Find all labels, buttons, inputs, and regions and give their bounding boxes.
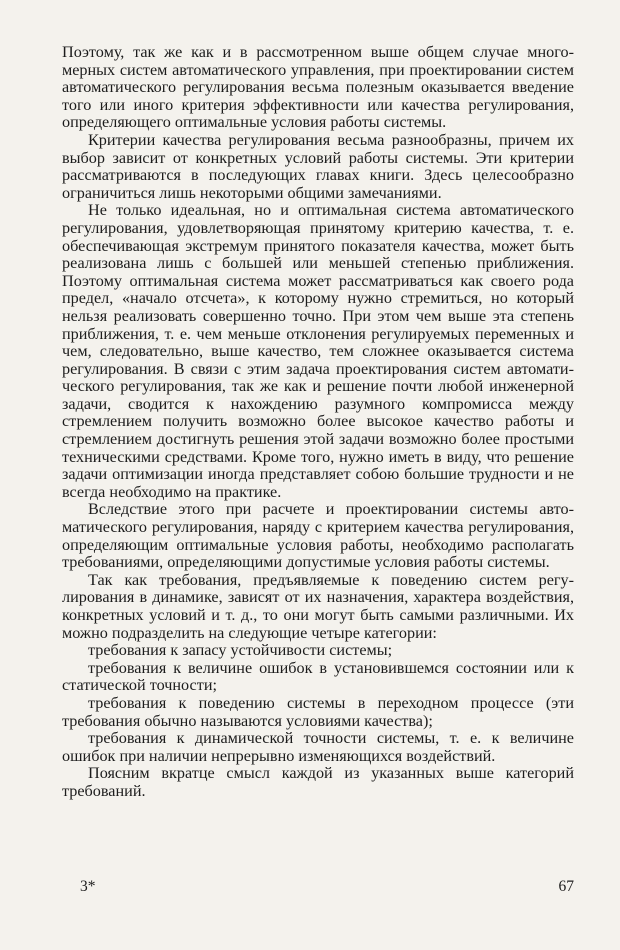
printer-signature-mark: 3* (80, 878, 96, 895)
page-number: 67 (558, 878, 574, 895)
paragraph: Так как требования, предъявляемые к поведению систем регулирования в динамике, зависят от их назначения, характера воздействия, конкретных условий и т. д., то они могут быть самыми различными. Их можно подразделить на следующие четыре категории: (62, 570, 574, 642)
page-footer (62, 878, 574, 898)
body-text (62, 44, 574, 801)
list-item: требования к динамической точности системы, т. е. к величине ошибок при наличии непрерывно изменяющихся воздействий. (62, 729, 574, 765)
paragraph: Не только идеальная, но и оптимальная система автоматического регулирования, удовлетворяющая принятому критерию качества, т. е. обеспечивающая экстремум принятого показателя качества, может быть реализована лишь с большей или меньшей степенью приближения. Поэтому оптимальная система может рассматриваться как своего рода предел, «начало отсчета», к которому нужно стремиться, но который нельзя реализовать совершенно точно. При этом чем выше эта степень приближения, т. е. чем меньше отклонения регулируемых переменных и чем, следовательно, выше качество, тем сложнее оказывается система регулирования. В связи с этим задача проектирования систем автоматического регулирования, так же как и решение почти любой инженерной задачи, сводится к нахождению разумного компромисса между стремлением получить возможно более высокое качество работы и стремлением достигнуть решения этой задачи возможно более простыми техническими средствами. Кроме того, нужно иметь в виду, что решение задачи оптимизации иногда представляет собою большие трудности и не всегда необходимо на практике. (62, 201, 574, 501)
list-item: требования к поведению системы в переходном процессе (эти требования обычно называются условиями качества); (62, 693, 574, 730)
paragraph: Критерии качества регулирования весьма разнообразны, причем их выбор зависит от конкретных условий работы системы. Эти критерии рассматриваются в последующих главах книги. Здесь целесообразно ограничиться лишь некоторыми общими замечаниями. (62, 130, 574, 202)
list-item: требования к запасу устойчивости системы; (88, 641, 393, 660)
paragraph: Поэтому, так же как и в рассмотренном выше общем случае многомерных систем автоматического управления, при проектировании систем автоматического регулирования весьма полезным оказывается введение того или иного критерия эффективности или качества регулирования, определяющего оптимальные условия работы системы. (62, 43, 574, 132)
paragraph: Поясним вкратце смысл каждой из указанных выше категорий требований. (62, 764, 574, 800)
list-item: требования к величине ошибок в установившемся состоянии или к статической точности; (62, 658, 574, 695)
paragraph: Вследствие этого при расчете и проектировании системы автоматического регулирования, наряду с критерием качества регулирования, определяющим оптимальные условия работы, необходимо располагать требованиями, определяющими допустимые условия работы системы. (62, 500, 574, 572)
